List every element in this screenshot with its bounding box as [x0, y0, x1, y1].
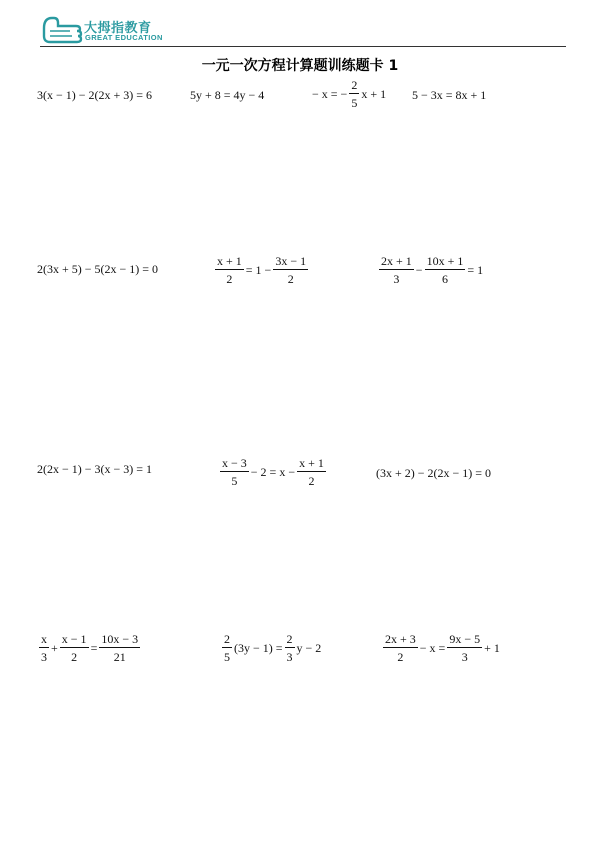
equation-3-post: x + 1 — [361, 86, 387, 101]
equation-13-numerator-1: 2x + 3 — [385, 632, 416, 646]
equation-9-denominator-2: 2 — [308, 474, 315, 488]
equation-12-fraction-2 — [285, 632, 295, 664]
logo-text-cn: 大拇指教育 — [84, 21, 152, 36]
equation-6-denominator-1: 2 — [226, 272, 233, 286]
equation-11-denominator-1: 3 — [41, 650, 47, 664]
equation-3-denominator: 5 — [351, 96, 358, 110]
equation-7-denominator-2: 6 — [441, 272, 448, 286]
equation-9-denominator-1: 5 — [231, 474, 238, 488]
equation-10: (3x + 2) − 2(2x − 1) = 0 — [376, 466, 492, 480]
equation-12-numerator-2: 2 — [286, 632, 293, 646]
equation-1: 3(x − 1) − 2(2x + 3) = 6 — [37, 88, 153, 102]
equation-3-numerator: 2 — [351, 78, 358, 92]
equation-11-numerator-3: 10x − 3 — [101, 632, 139, 646]
equation-12 — [220, 632, 321, 664]
equation-13-post: + 1 — [484, 640, 500, 655]
equation-12-denominator-2: 3 — [286, 650, 293, 664]
equation-6-fraction-2 — [273, 254, 308, 286]
equation-7-numerator-2: 10x + 1 — [426, 254, 464, 268]
equation-9 — [218, 456, 328, 488]
equation-13-mid: − x = — [419, 640, 446, 655]
equation-6-numerator-1: x + 1 — [217, 254, 242, 268]
header-divider — [40, 46, 566, 47]
equation-7-post: = 1 — [467, 262, 484, 277]
equation-9-fraction-1 — [220, 456, 249, 488]
equation-5: 2(3x + 5) − 5(2x − 1) = 0 — [37, 262, 159, 276]
equation-11-denominator-2: 2 — [71, 650, 78, 664]
equation-7-mid: − — [415, 262, 423, 277]
equation-11-mid-1: + — [51, 640, 58, 655]
equation-9-mid: − 2 = x − — [250, 464, 296, 479]
equation-9-fraction-2 — [297, 456, 326, 488]
equation-7-denominator-1: 3 — [393, 272, 400, 286]
equation-13-denominator-1: 2 — [397, 650, 404, 664]
equation-6-denominator-2: 2 — [287, 272, 294, 286]
equation-13-fraction-2 — [447, 632, 482, 664]
equation-12-denominator-1: 5 — [224, 650, 230, 664]
equation-6-numerator-2: 3x − 1 — [275, 254, 307, 268]
equation-2: 5y + 8 = 4y − 4 — [190, 88, 265, 102]
equation-7-fraction-1 — [379, 254, 414, 286]
equation-12-post: y − 2 — [296, 640, 322, 655]
equation-3 — [312, 78, 386, 110]
logo-text-en: GREAT EDUCATION — [85, 33, 163, 42]
equation-7-numerator-1: 2x + 1 — [381, 254, 412, 268]
equation-13-denominator-2: 3 — [461, 650, 468, 664]
equation-11 — [37, 632, 142, 664]
equation-11-denominator-3: 21 — [113, 650, 126, 664]
equation-3-fraction — [349, 78, 359, 110]
page-header — [0, 0, 600, 48]
equation-11-numerator-2: x − 1 — [61, 632, 87, 646]
page-title: 一元一次方程计算题训练题卡 1 — [201, 58, 399, 74]
equation-9-numerator-2: x + 1 — [299, 456, 324, 470]
equation-11-fraction-2 — [60, 632, 89, 664]
equation-11-mid-2: = — [90, 640, 98, 655]
equation-6 — [213, 254, 310, 286]
equation-12-mid: (3y − 1) = — [234, 640, 283, 655]
equation-13-fraction-1 — [383, 632, 418, 664]
equation-12-fraction-1 — [222, 632, 232, 664]
equation-11-numerator-1: x — [41, 632, 47, 646]
equation-7-fraction-2 — [425, 254, 466, 286]
equation-8: 2(2x − 1) − 3(x − 3) = 1 — [37, 462, 153, 476]
equation-7 — [377, 254, 483, 286]
equation-4: 5 − 3x = 8x + 1 — [412, 88, 487, 102]
equation-9-numerator-1: x − 3 — [222, 456, 247, 470]
equation-13-numerator-2: 9x − 5 — [449, 632, 481, 646]
equation-11-fraction-3 — [99, 632, 140, 664]
equation-12-numerator-1: 2 — [224, 632, 230, 646]
equation-13 — [381, 632, 500, 664]
equation-3-pre: − x = − — [312, 86, 348, 101]
equation-6-mid: = 1 − — [245, 262, 272, 277]
equation-11-fraction-1 — [39, 632, 49, 664]
equation-6-fraction-1 — [215, 254, 244, 286]
